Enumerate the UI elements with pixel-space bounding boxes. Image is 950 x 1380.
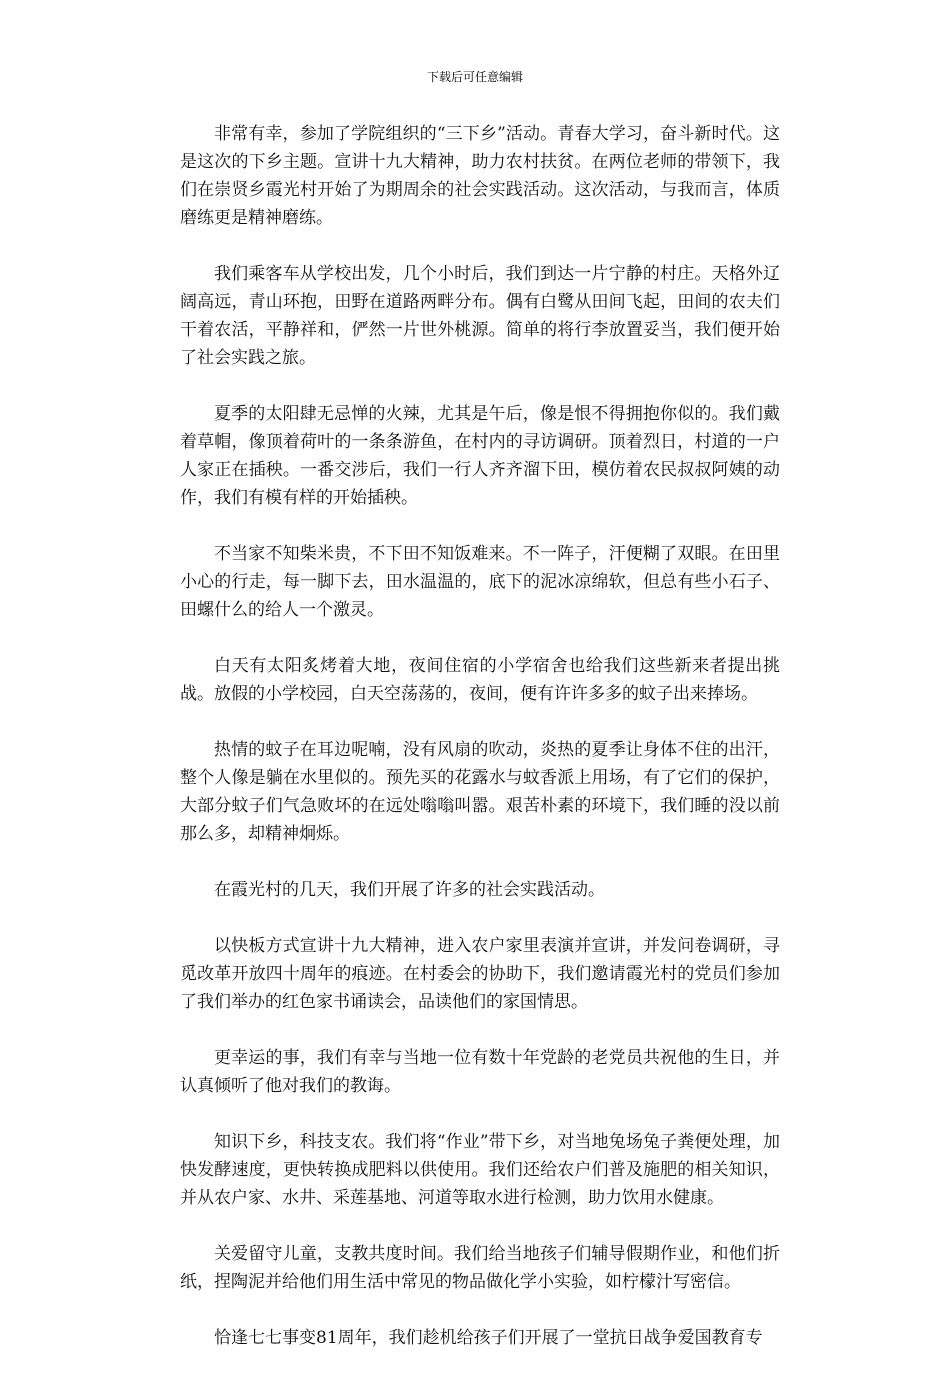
document-body — [180, 120, 780, 1380]
paragraph: 以快板方式宣讲十九大精神，进入农户家里表演并宣讲，并发问卷调研，寻觅改革开放四十周年的痕迹。在村委会的协助下，我们邀请霞光村的党员们参加了我们举办的红色家书诵读会，品读他们的家国情思。 — [180, 936, 780, 1012]
paragraph: 知识下乡，科技支农。我们将“作业”带下乡，对当地兔场兔子粪便处理，加快发酵速度，更快转换成肥料以供使用。我们还给农户们普及施肥的相关知识，并从农户家、水井、采莲基地、河道等取水进行检测，助力饮用水健康。 — [180, 1132, 780, 1208]
paragraph: 在霞光村的几天，我们开展了许多的社会实践活动。 — [214, 880, 605, 900]
paragraph: 我们乘客车从学校出发，几个小时后，我们到达一片宁静的村庄。天格外辽阔高远，青山环抱，田野在道路两畔分布。偶有白鹭从田间飞起，田间的农夫们干着农活，平静祥和，俨然一片世外桃源。简单的将行李放置妥当，我们便开始了社会实践之旅。 — [180, 264, 780, 368]
paragraph: 恰逢七七事变81周年，我们趁机给孩子们开展了一堂抗日战争爱国教育专 — [214, 1328, 763, 1348]
paragraph: 白天有太阳炙烤着大地，夜间住宿的小学宿舍也给我们这些新来者提出挑战。放假的小学校园，白天空荡荡的，夜间，便有许许多多的蚊子出来捧场。 — [180, 656, 780, 704]
paragraph: 关爱留守儿童，支教共度时间。我们给当地孩子们辅导假期作业，和他们折纸，捏陶泥并给他们用生活中常见的物品做化学小实验，如柠檬汁写密信。 — [180, 1244, 780, 1292]
paragraph: 夏季的太阳肆无忌惮的火辣，尤其是午后，像是恨不得拥抱你似的。我们戴着草帽，像顶着荷叶的一条条游鱼，在村内的寻访调研。顶着烈日，村道的一户人家正在插秧。一番交涉后，我们一行人齐齐溜下田，模仿着农民叔叔阿姨的动作，我们有模有样的开始插秧。 — [180, 404, 780, 508]
paragraph: 更幸运的事，我们有幸与当地一位有数十年党龄的老党员共祝他的生日，并认真倾听了他对我们的教诲。 — [180, 1048, 780, 1096]
page-header: 下载后可任意编辑 — [426, 70, 523, 84]
paragraph: 不当家不知柴米贵，不下田不知饭难来。不一阵子，汗便糊了双眼。在田里小心的行走，每一脚下去，田水温温的，底下的泥冰凉绵软，但总有些小石子、田螺什么的给人一个激灵。 — [180, 544, 780, 620]
paragraph: 非常有幸，参加了学院组织的“三下乡”活动。青春大学习，奋斗新时代。这是这次的下乡主题。宣讲十九大精神，助力农村扶贫。在两位老师的带领下，我们在崇贤乡霞光村开始了为期周余的社会实践活动。这次活动，与我而言，体质磨练更是精神磨练。 — [180, 124, 780, 228]
paragraph: 热情的蚊子在耳边呢喃，没有风扇的吹动，炎热的夏季让身体不住的出汗，整个人像是躺在水里似的。预先买的花露水与蚊香派上用场，有了它们的保护，大部分蚊子们气急败坏的在远处嗡嗡叫嚣。艰苦朴素的环境下，我们睡的没以前那么多，却精神炯烁。 — [180, 740, 780, 844]
